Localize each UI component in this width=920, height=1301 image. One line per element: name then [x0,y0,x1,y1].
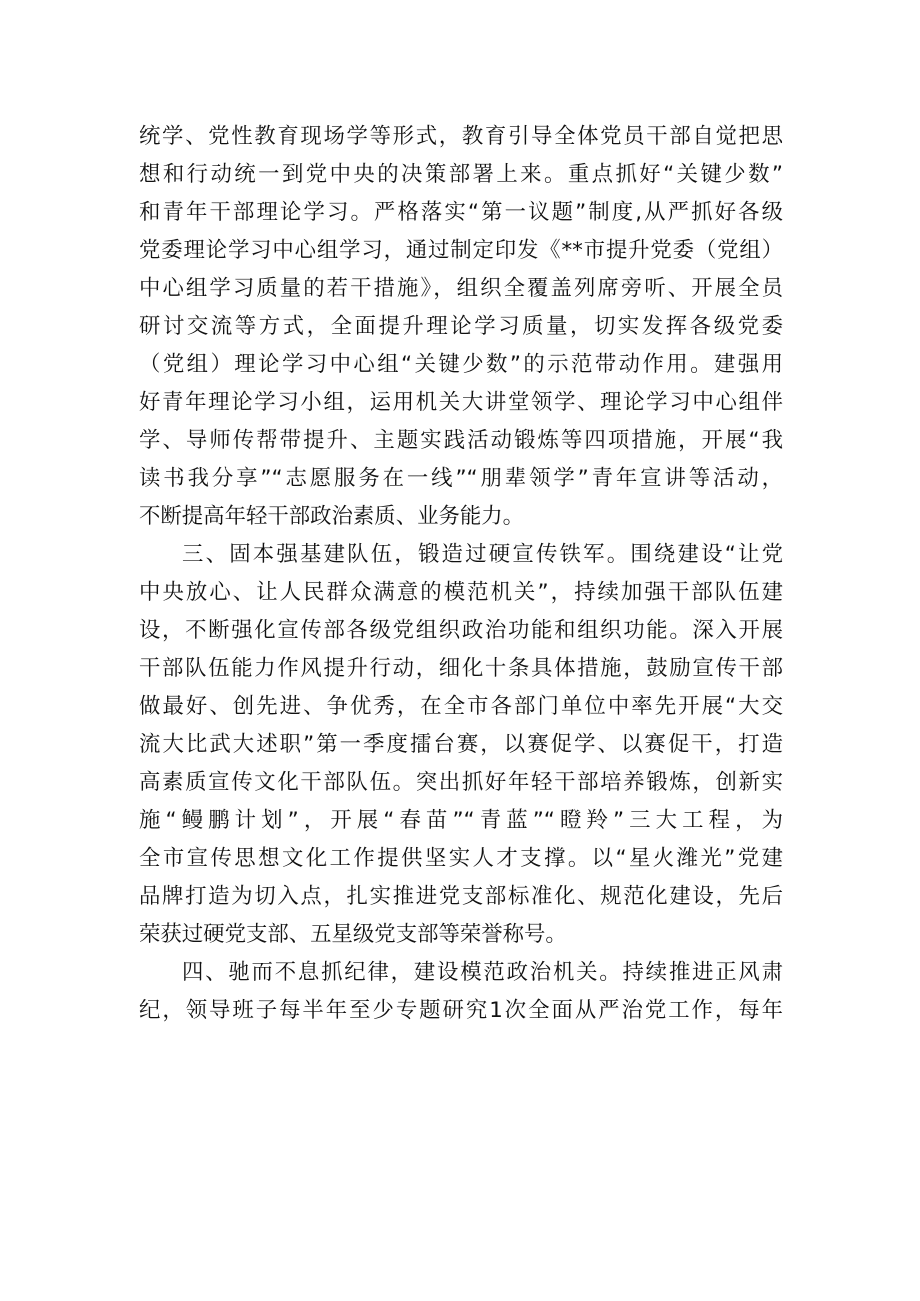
text-line: 施“鳗鹏计划”，开展“春苗”“青蓝”“瞪羚”三大工程，为 [139,808,783,833]
text-line: 全市宣传思想文化工作提供坚实人才支撑。以“星火潍光”党建 [139,846,783,871]
text-line: 品牌打造为切入点，扎实推进党支部标准化、规范化建设，先后 [139,884,783,909]
paragraph-section-three [139,536,783,954]
text-line: 统学、党性教育现场学等形式，教育引导全体党员干部自觉把思 [139,124,783,149]
document-body [139,118,783,1030]
text-line: 荣获过硬党支部、五星级党支部等荣誉称号。 [139,922,567,947]
text-line: 纪，领导班子每半年至少专题研究1次全面从严治党工作，每年 [139,998,783,1023]
text-line: 流大比武大述职”第一季度擂台赛，以赛促学、以赛促干，打造 [139,732,783,757]
text-line: 设，不断强化宣传部各级党组织政治功能和组织功能。深入开展 [139,618,783,643]
section-heading-line: 四、驰而不息抓纪律，建设模范政治机关。持续推进正风肃 [182,960,783,985]
text-line: 和青年干部理论学习。严格落实“第一议题”制度,从严抓好各级 [139,200,783,225]
text-line: 中央放心、让人民群众满意的模范机关”，持续加强干部队伍建 [139,580,783,605]
text-line: 读书我分享”“志愿服务在一线”“朋辈领学”青年宣讲等活动， [139,466,783,491]
text-line: 学、导师传帮带提升、主题实践活动锻炼等四项措施，开展“我 [139,428,783,453]
text-line: 好青年理论学习小组，运用机关大讲堂领学、理论学习中心组伴 [139,390,783,415]
section-heading-line: 三、固本强基建队伍，锻造过硬宣传铁军。围绕建设“让党 [182,542,783,567]
text-line: 党委理论学习中心组学习，通过制定印发《**市提升党委（党组） [139,238,783,263]
text-line: （党组）理论学习中心组“关键少数”的示范带动作用。建强用 [139,352,783,377]
text-line: 干部队伍能力作风提升行动，细化十条具体措施，鼓励宣传干部 [139,656,783,681]
text-line: 不断提高年轻干部政治素质、业务能力。 [139,504,525,529]
text-line: 研讨交流等方式，全面提升理论学习质量，切实发挥各级党委 [139,314,783,339]
paragraph-section-four [139,954,783,1030]
text-line: 想和行动统一到党中央的决策部署上来。重点抓好“关键少数” [139,162,783,187]
text-line: 高素质宣传文化干部队伍。突出抓好年轻干部培养锻炼，创新实 [139,770,783,795]
paragraph-party-study [139,118,783,536]
text-line: 中心组学习质量的若干措施》，组织全覆盖列席旁听、开展全员 [139,276,783,301]
text-line: 做最好、创先进、争优秀，在全市各部门单位中率先开展“大交 [139,694,783,719]
